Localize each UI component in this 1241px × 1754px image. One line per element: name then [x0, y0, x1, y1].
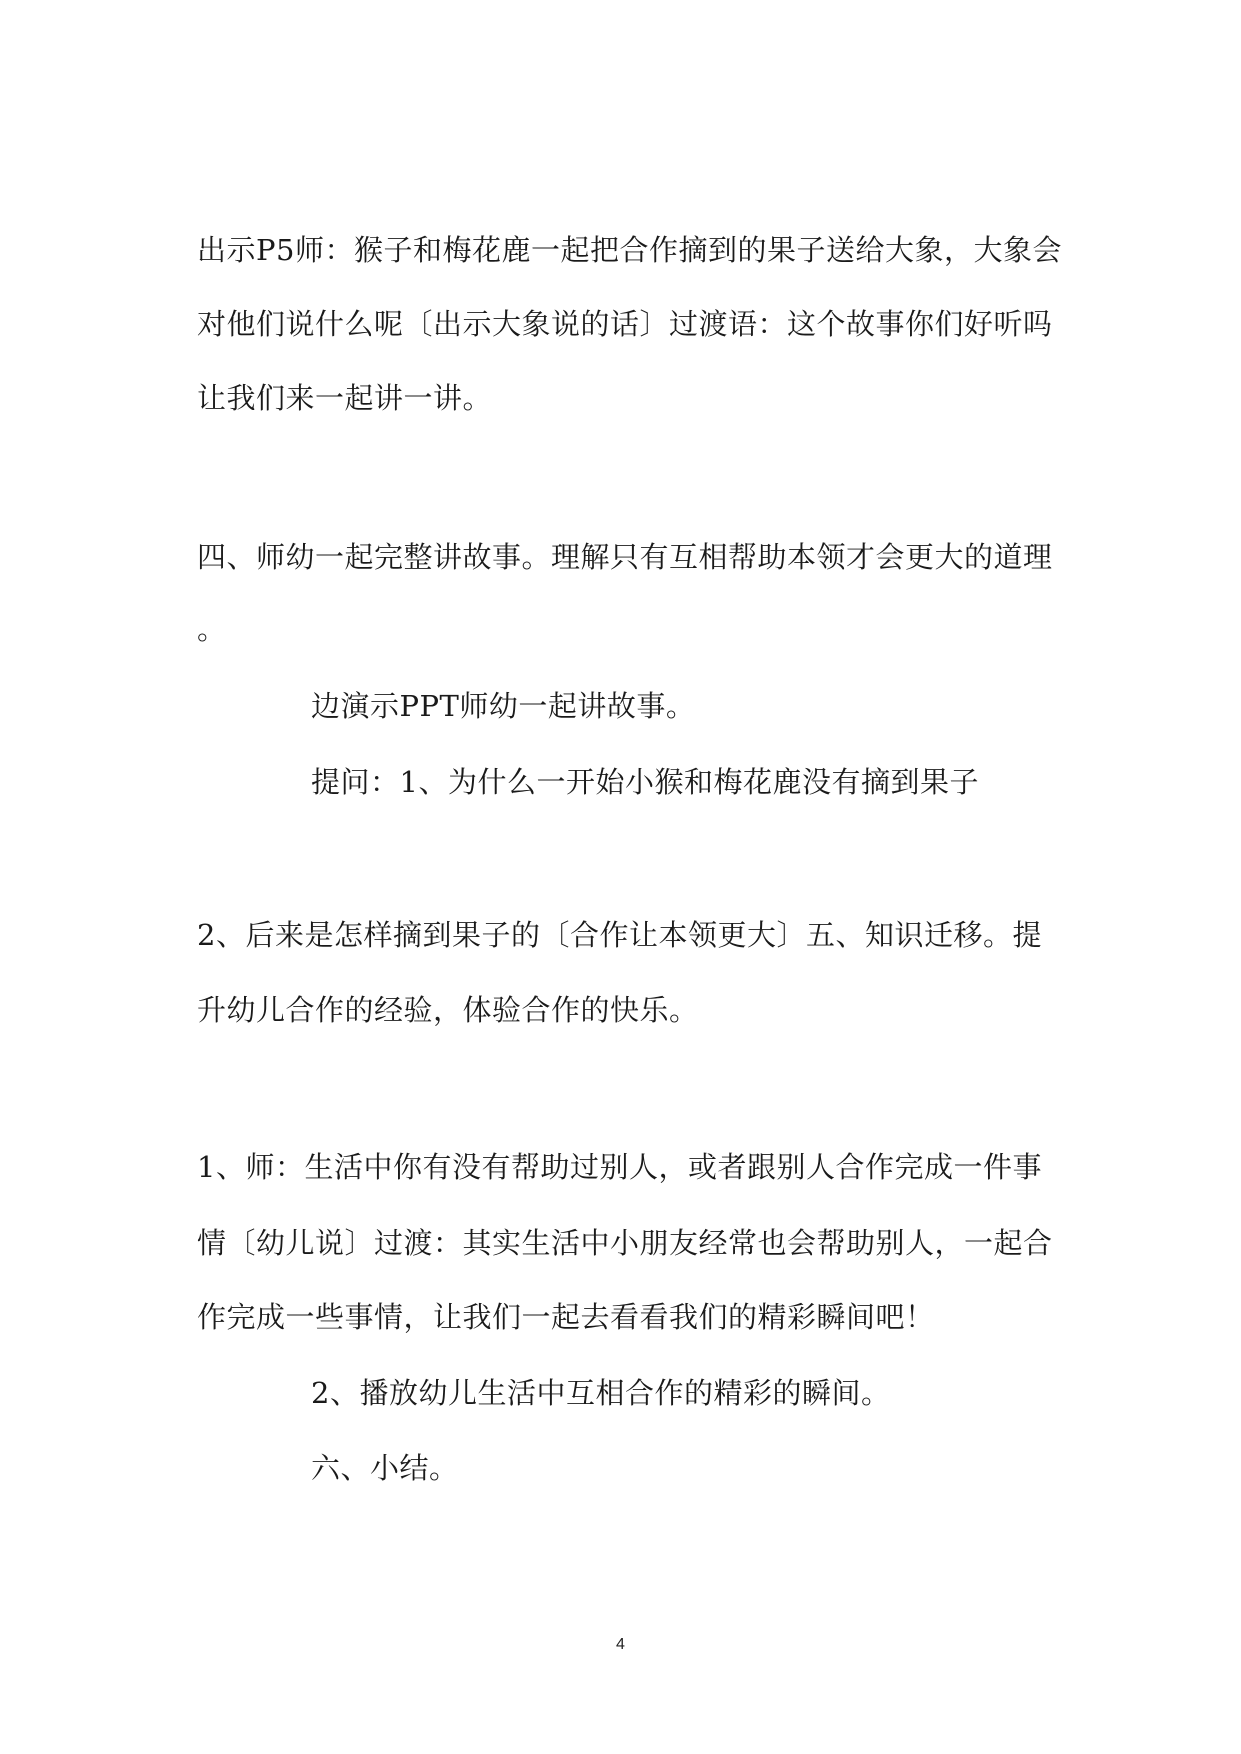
text-line: 情〔幼儿说〕过渡：其实生活中小朋友经常也会帮助别人，一起合 — [197, 1226, 1053, 1260]
indented-text-line: 提问：1、为什么一开始小猴和梅花鹿没有摘到果子 — [311, 765, 979, 799]
section-heading-line: 四、师幼一起完整讲故事。理解只有互相帮助本领才会更大的道理 — [197, 540, 1053, 574]
text-line: 2、后来是怎样摘到果子的〔合作让本领更大〕五、知识迁移。提 — [197, 918, 1042, 952]
text-line: 出示P5师：猴子和梅花鹿一起把合作摘到的果子送给大象，大象会 — [197, 233, 1062, 267]
indented-text-line: 边演示PPT师幼一起讲故事。 — [311, 689, 696, 723]
text-line: 1、师：生活中你有没有帮助过别人，或者跟别人合作完成一件事 — [197, 1150, 1042, 1184]
text-line: 作完成一些事情，让我们一起去看看我们的精彩瞬间吧！ — [197, 1300, 935, 1334]
section-heading-line: 六、小结。 — [311, 1451, 459, 1485]
indented-text-line: 2、播放幼儿生活中互相合作的精彩的瞬间。 — [311, 1376, 891, 1410]
text-line: 让我们来一起讲一讲。 — [197, 381, 493, 415]
text-line: 对他们说什么呢〔出示大象说的话〕过渡语：这个故事你们好听吗 — [197, 307, 1053, 341]
page-number: 4 — [616, 1636, 625, 1653]
text-line: 。 — [197, 612, 227, 646]
text-line: 升幼儿合作的经验，体验合作的快乐。 — [197, 993, 699, 1027]
